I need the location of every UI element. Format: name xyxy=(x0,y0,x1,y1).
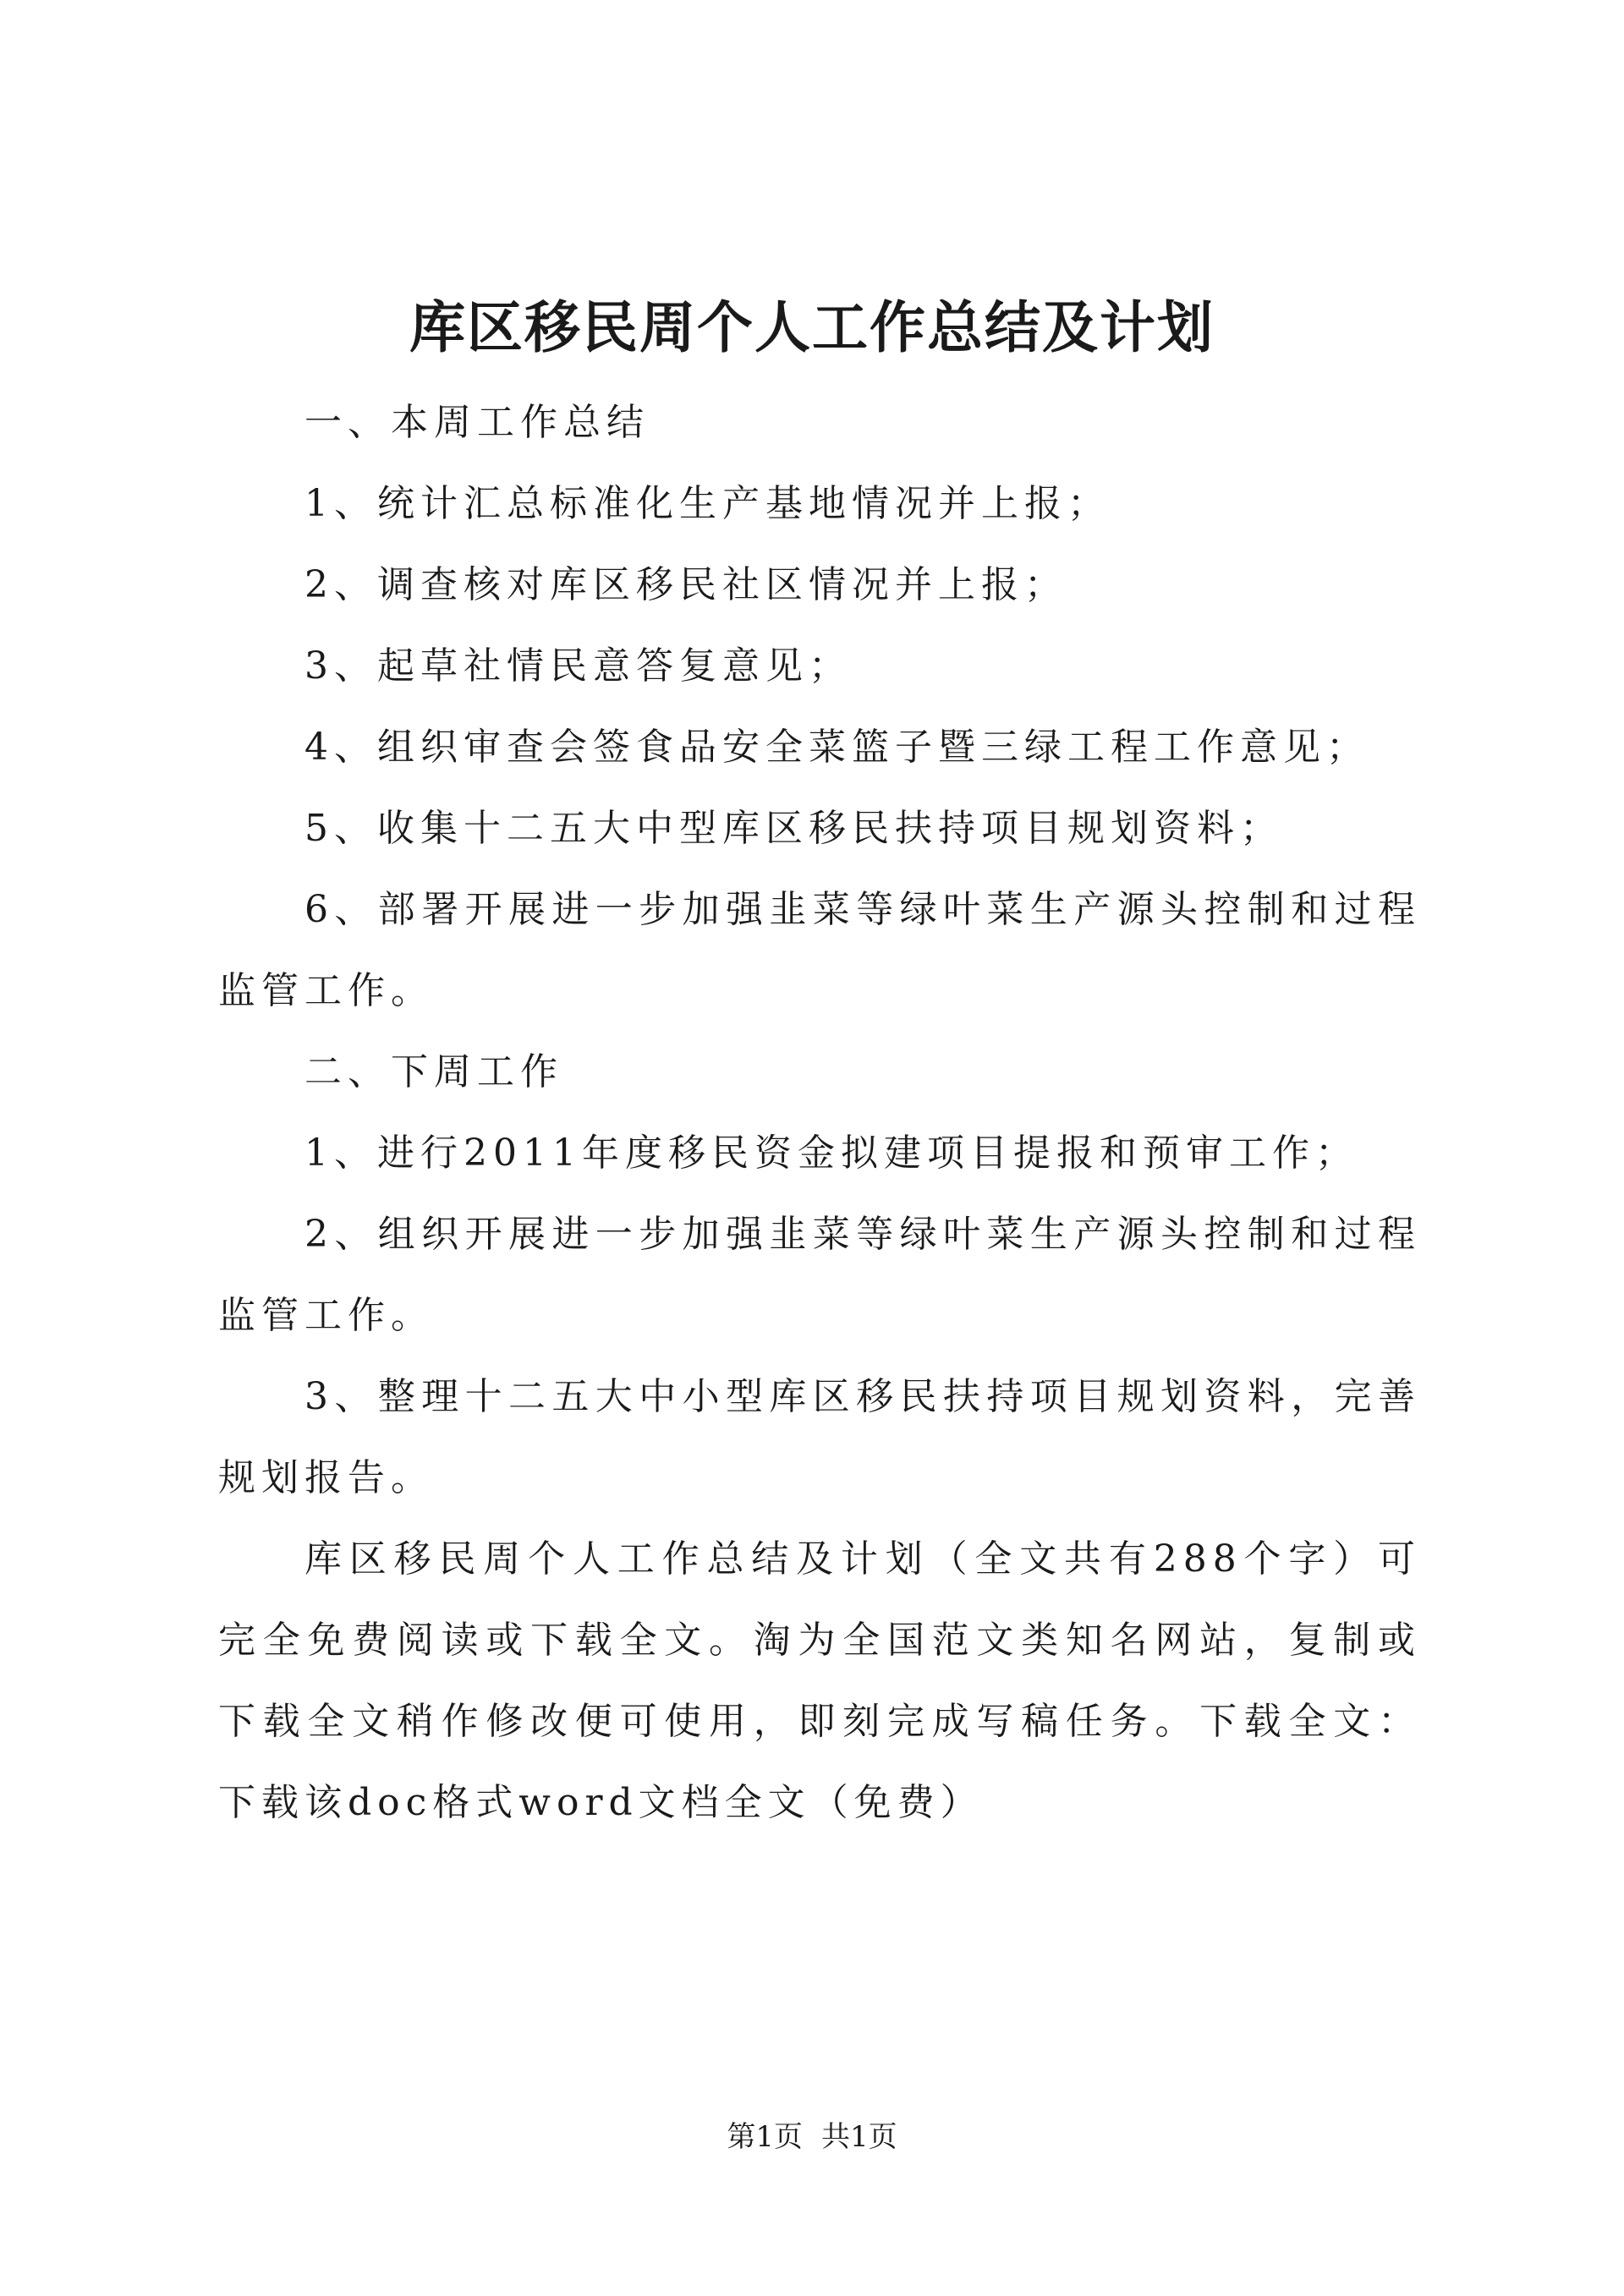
document-title: 库区移民周个人工作总结及计划 xyxy=(409,294,1215,360)
plan-item-1: 1、进行2011年度移民资金拟建项目提报和预审工作； xyxy=(304,1132,1358,1175)
page-footer xyxy=(0,2116,1624,2158)
section-heading-next-week: 二、下周工作 xyxy=(304,1050,563,1093)
page-total: 共1页 xyxy=(821,2120,897,2154)
summary-item-1: 1、统计汇总标准化生产基地情况并上报； xyxy=(304,482,1111,525)
summary-item-4: 4、组织审查会签食品安全菜篮子暨三绿工程工作意见； xyxy=(304,726,1369,769)
section-heading-summary: 一、本周工作总结 xyxy=(304,401,650,444)
summary-item-5: 5、收集十二五大中型库区移民扶持项目规划资料； xyxy=(304,807,1283,850)
summary-item-6: 6、部署开展进一步加强韭菜等绿叶菜生产源头控制和过程监管工作。 xyxy=(218,888,1421,1012)
summary-item-2: 2、调查核对库区移民社区情况并上报； xyxy=(304,563,1067,606)
closing-note: 库区移民周个人工作总结及计划（全文共有288个字）可完全免费阅读或下载全文。淘为全国范文类知名网站，复制或下载全文稍作修改便可使用，即刻完成写稿任务。下载全文：下载该doc格式word文档全文（免费） xyxy=(218,1537,1421,1824)
page-number: 第1页 xyxy=(727,2120,803,2154)
plan-item-3: 3、整理十二五大中小型库区移民扶持项目规划资料，完善规划报告。 xyxy=(218,1375,1421,1499)
summary-item-3: 3、起草社情民意答复意见； xyxy=(304,644,852,688)
plan-item-2: 2、组织开展进一步加强韭菜等绿叶菜生产源头控制和过程监管工作。 xyxy=(218,1213,1421,1337)
document-body xyxy=(218,382,1421,1844)
